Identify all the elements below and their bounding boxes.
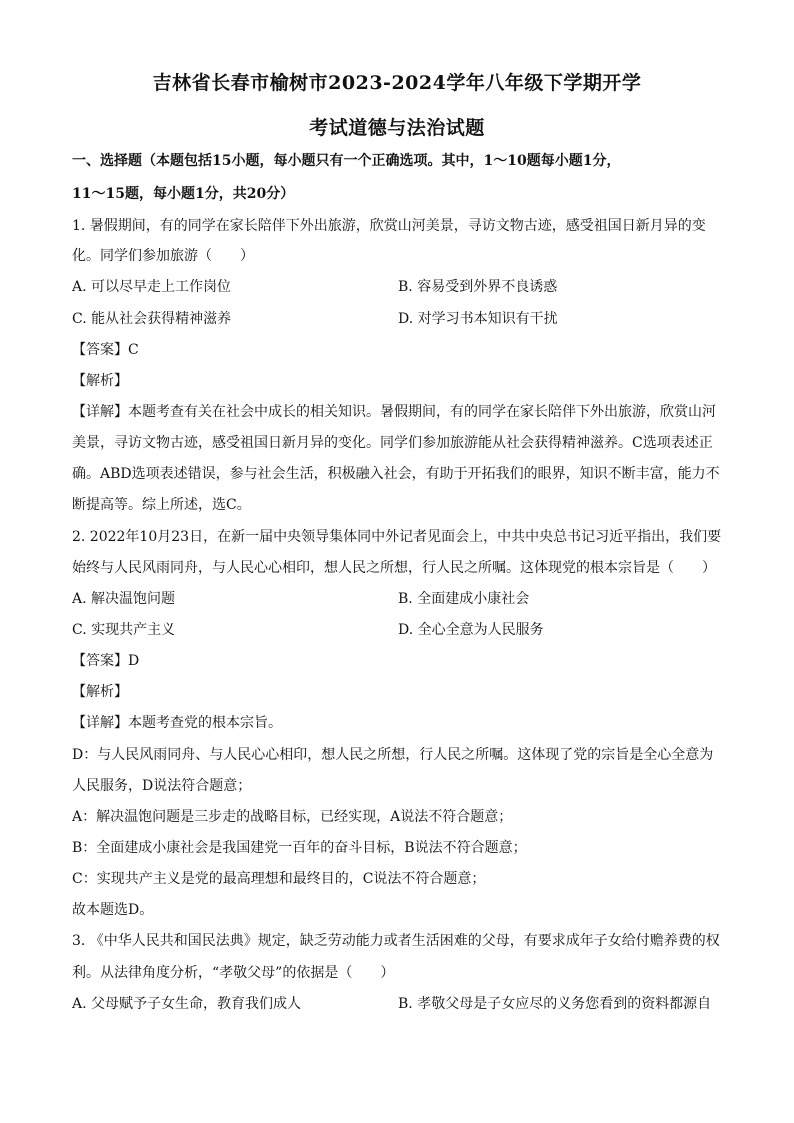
- q2-option-d: D. 全心全意为人民服务: [398, 622, 544, 638]
- q2-analysis-label: 【解析】: [72, 684, 128, 700]
- q1-detail-line2: 美景，寻访文物古迹，感受祖国日新月异的变化。同学们参加旅游能从社会获得精神滋养。C选项表述正: [72, 435, 713, 451]
- q1-stem-line1: 1. 暑假期间，有的同学在家长陪伴下外出旅游，欣赏山河美景，寻访文物古迹，感受祖国日新月异的变: [72, 218, 706, 234]
- q1-detail-line4: 断提高等。综上所述，选C。: [72, 497, 251, 513]
- q3-option-b: B. 孝敬父母是子女应尽的义务您看到的资料都源自: [398, 996, 712, 1012]
- q3-stem-line2: 利。从法律角度分析，“孝敬父母”的依据是（ ）: [72, 965, 395, 981]
- q2-option-a: A. 解决温饱问题: [72, 591, 176, 607]
- doc-title-line1: 吉林省长春市榆树市2023-2024学年八年级下学期开学: [152, 72, 642, 94]
- q1-option-a: A. 可以尽早走上工作岗位: [72, 279, 232, 295]
- q3-stem-line1: 3. 《中华人民共和国民法典》规定，缺乏劳动能力或者生活困难的父母，有要求成年子女给付赡养费的权: [72, 933, 720, 949]
- q2-detail-line6: C：实现共产主义是党的最高理想和最终目的，C说法不符合题意；: [72, 871, 486, 887]
- section-heading-line1: 一、选择题（本题包括15小题，每小题只有一个正确选项。其中，1～10题每小题1分，: [72, 153, 621, 169]
- q2-detail-line2: D：与人民风雨同舟、与人民心心相印，想人民之所想，行人民之所嘱。这体现了党的宗旨是全心全意为: [72, 747, 714, 763]
- q2-detail-line3: 人民服务，D说法符合题意；: [72, 778, 252, 794]
- q2-option-b: B. 全面建成小康社会: [398, 591, 530, 607]
- q2-detail-line4: A：解决温饱问题是三步走的战略目标，已经实现，A说法不符合题意；: [72, 809, 513, 825]
- q1-detail-line3: 确。ABD选项表述错误，参与社会生活，积极融入社会，有助于开拓我们的眼界，知识不断丰富，能力不: [72, 466, 720, 482]
- q2-stem-line1: 2. 2022年10月23日，在新一届中央领导集体同中外记者见面会上，中共中央总书记习近平指出，我们要: [72, 529, 722, 545]
- q1-detail-line1: 【详解】本题考查有关在社会中成长的相关知识。暑假期间，有的同学在家长陪伴下外出旅游，欣赏山河: [72, 404, 716, 420]
- q2-option-c: C. 实现共产主义: [72, 622, 176, 638]
- q2-detail-line5: B：全面建成小康社会是我国建党一百年的奋斗目标，B说法不符合题意；: [72, 840, 527, 856]
- q2-answer: 【答案】D: [72, 653, 140, 669]
- q1-option-b: B. 容易受到外界不良诱惑: [398, 279, 558, 295]
- doc-title-line2: 考试道德与法治试题: [309, 117, 485, 139]
- q1-analysis-label: 【解析】: [72, 373, 128, 389]
- q1-stem-line2: 化。同学们参加旅游（ ）: [72, 248, 254, 264]
- q3-option-a: A. 父母赋予子女生命，教育我们成人: [72, 996, 302, 1012]
- q1-answer: 【答案】C: [72, 342, 139, 358]
- q1-option-d: D. 对学习书本知识有干扰: [398, 311, 558, 327]
- q2-detail-line7: 故本题选D。: [72, 902, 154, 918]
- q1-option-c: C. 能从社会获得精神滋养: [72, 311, 232, 327]
- q2-stem-line2: 始终与人民风雨同舟，与人民心心相印，想人民之所想，行人民之所嘱。这体现党的根本宗旨是（ ）: [72, 560, 716, 576]
- section-heading-line2: 11～15题，每小题1分，共20分）: [72, 186, 295, 202]
- q2-detail-line1: 【详解】本题考查党的根本宗旨。: [72, 715, 282, 731]
